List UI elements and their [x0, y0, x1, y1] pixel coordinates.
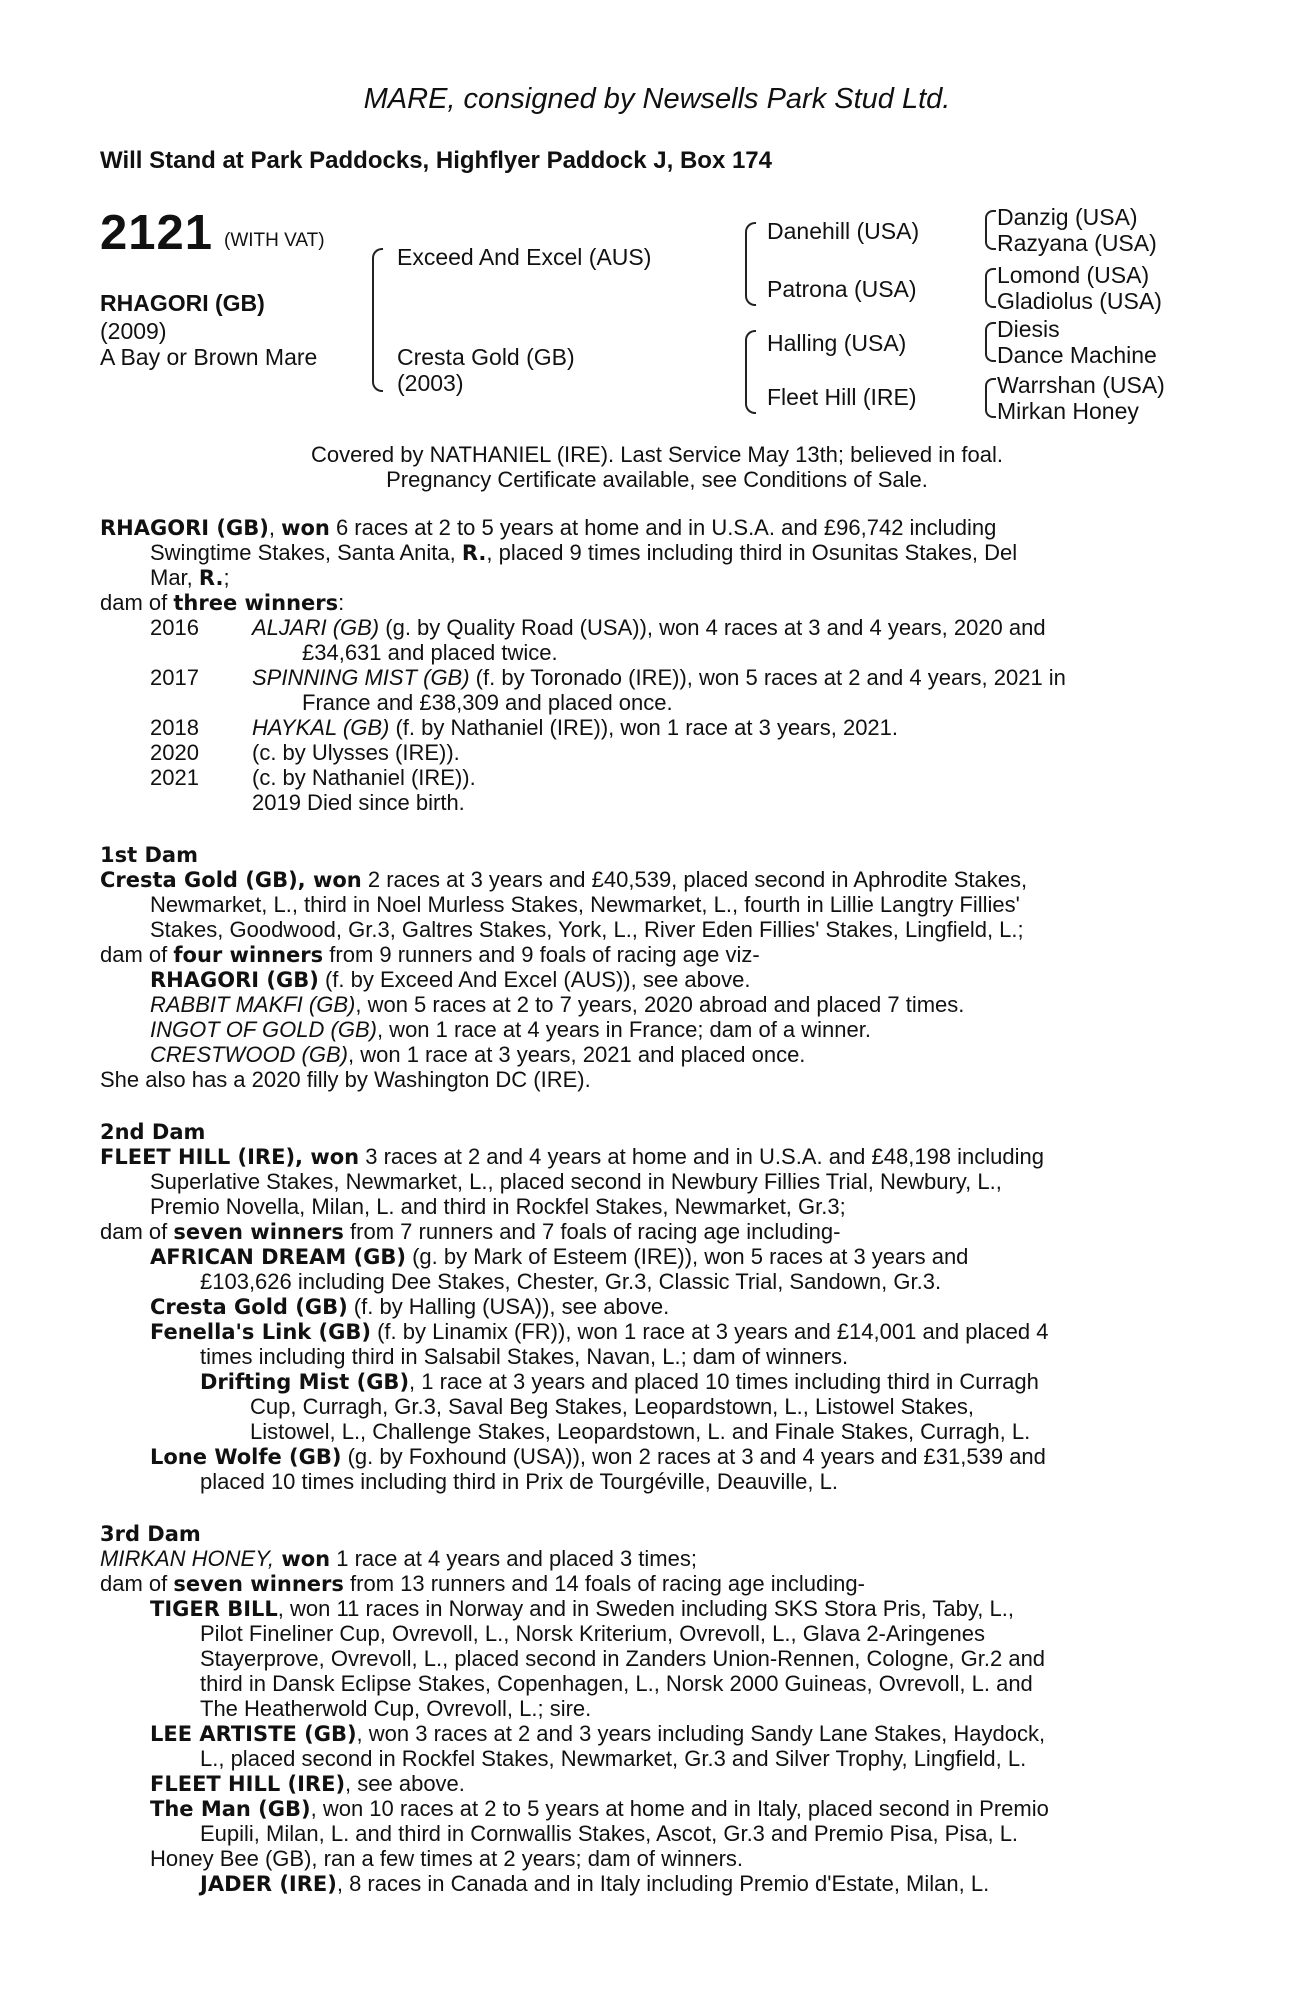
first-dam-runner-2-name: RABBIT MAKFI (GB) — [150, 992, 356, 1017]
produce-text-2016: (g. by Quality Road (USA)), won 4 races at 3 and 4 years, 2020 and — [379, 615, 1046, 640]
pedigree-brace-2a — [745, 222, 756, 306]
second-dam-name: FLEET HILL (IRE), won — [100, 1145, 360, 1169]
first-dam-runner-4-text: , won 1 race at 3 years, 2021 and placed once. — [348, 1042, 806, 1067]
first-dam-name: Cresta Gold (GB), won — [100, 868, 362, 892]
second-dam-line-2: Superlative Stakes, Newmarket, L., placed second in Newbury Fillies Trial, Newbury, L., — [150, 1169, 1002, 1194]
second-dam-l4a: dam of — [100, 1219, 174, 1244]
produce-name-2017: SPINNING MIST (GB) — [252, 665, 470, 690]
jader-text: , 8 races in Canada and in Italy including Premio d'Estate, Milan, L. — [336, 1871, 990, 1896]
lone-wolfe-line-1 — [150, 1444, 1046, 1470]
mare-text-1: 6 races at 2 to 5 years at home and in U.S.A. and £96,742 including — [329, 515, 997, 540]
ddd: Mirkan Honey — [997, 398, 1139, 424]
sdd: Gladiolus (USA) — [997, 288, 1162, 314]
mare-line-3 — [150, 565, 230, 591]
produce-2021: (c. by Nathaniel (IRE)). — [252, 765, 476, 790]
first-dam-heading: 1st Dam — [100, 843, 198, 867]
mare-text-2a: Swingtime Stakes, Santa Anita, — [150, 540, 462, 565]
second-dam-text-1: 3 races at 2 and 4 years at home and in U.S.A. and £48,198 including — [359, 1144, 1044, 1169]
produce-name-2016: ALJARI (GB) — [252, 615, 380, 640]
cresta-gold-name: Cresta Gold (GB) — [150, 1295, 348, 1319]
horse-name: RHAGORI (GB) — [100, 290, 265, 316]
first-dam-runner-1 — [150, 967, 750, 993]
third-dam-text-1: 1 race at 4 years and placed 3 times; — [330, 1546, 697, 1571]
fleet-hill-text: , see above. — [345, 1771, 465, 1796]
produce-2020: (c. by Ulysses (IRE)). — [252, 740, 460, 765]
produce-year-2020: 2020 — [150, 740, 199, 765]
produce-2017 — [252, 665, 1066, 691]
african-dream-line-1 — [150, 1244, 968, 1270]
lee-artiste-name: LEE ARTISTE (GB) — [150, 1722, 357, 1746]
the-man-line-2: Eupili, Milan, L. and third in Cornwallis Stakes, Ascot, Gr.3 and Premio Pisa, Pisa, L. — [200, 1821, 1019, 1846]
pedigree-brace-1 — [372, 248, 383, 392]
produce-cont-2017: France and £38,309 and placed once. — [302, 690, 673, 715]
second-dam-l4c: from 7 runners and 7 foals of racing age including- — [343, 1219, 841, 1244]
covered-line-2: Pregnancy Certificate available, see Conditions of Sale. — [386, 467, 928, 492]
mare-r2: R. — [198, 566, 224, 590]
produce-year-2017: 2017 — [150, 665, 199, 690]
third-dam-line-1 — [100, 1546, 697, 1572]
produce-2018 — [252, 715, 898, 741]
stand-location: Will Stand at Park Paddocks, Highflyer Paddock J, Box 174 — [100, 147, 772, 174]
first-dam-runner-4 — [150, 1042, 805, 1068]
first-dam-runner-3 — [150, 1017, 871, 1043]
fenellas-link-line-1 — [150, 1319, 1048, 1345]
cresta-gold-text: (f. by Halling (USA)), see above. — [347, 1294, 670, 1319]
pedigree-brace-3b — [985, 268, 996, 308]
mare-text-3b: ; — [223, 565, 230, 590]
lot-number: 2121 — [100, 206, 214, 260]
african-dream-text: (g. by Mark of Esteem (IRE)), won 5 races at 3 years and — [405, 1244, 969, 1269]
first-dam-runner-3-name: INGOT OF GOLD (GB) — [150, 1017, 377, 1042]
covered-line-1: Covered by NATHANIEL (IRE). Last Service May 13th; believed in foal. — [310, 442, 1004, 467]
horse-year: (2009) — [100, 318, 167, 344]
first-dam-runner-3-text: , won 1 race at 4 years in France; dam of a winner. — [376, 1017, 871, 1042]
tiger-bill-name: TIGER BILL — [150, 1597, 278, 1621]
second-dam-heading: 2nd Dam — [100, 1120, 206, 1144]
mare-dam-of-text: dam of — [100, 590, 174, 615]
third-dam-l2a: dam of — [100, 1571, 174, 1596]
dsd: Dance Machine — [997, 342, 1157, 368]
produce-text-2017: (f. by Toronado (IRE)), won 5 races at 2 and 4 years, 2021 in — [469, 665, 1066, 690]
tiger-bill-line-4: third in Dansk Eclipse Stakes, Copenhagen, L., Norsk 2000 Guineas, Ovrevoll, L. and — [200, 1671, 1033, 1696]
sire: Exceed And Excel (AUS) — [397, 244, 652, 270]
produce-2016 — [252, 615, 1046, 641]
lee-artiste-line-1 — [150, 1721, 1045, 1747]
dam-year: (2003) — [397, 370, 464, 396]
mare-text-2b: , placed 9 times including third in Osunitas Stakes, Del — [486, 540, 1018, 565]
first-dam-winners: four winners — [173, 943, 324, 967]
first-dam-line-2: Newmarket, L., third in Noel Murless Stakes, Newmarket, L., fourth in Lillie Langtry Fillies' — [150, 892, 1020, 917]
sss: Danzig (USA) — [997, 204, 1138, 230]
dss: Diesis — [997, 316, 1060, 342]
first-dam-line-4 — [100, 942, 760, 968]
second-dam-winners: seven winners — [173, 1220, 344, 1244]
the-man-line-1 — [150, 1796, 1049, 1822]
first-dam-line-1 — [100, 867, 1027, 893]
dam-sire: Halling (USA) — [767, 330, 907, 356]
horse-description: A Bay or Brown Mare — [100, 344, 318, 370]
lone-wolfe-text: (g. by Foxhound (USA)), won 2 races at 3 and 4 years and £31,539 and — [341, 1444, 1046, 1469]
produce-year-2021: 2021 — [150, 765, 199, 790]
produce-cont-2016: £34,631 and placed twice. — [302, 640, 558, 665]
mare-text-3a: Mar, — [150, 565, 199, 590]
produce-text-2018: (f. by Nathaniel (IRE)), won 1 race at 3 years, 2021. — [389, 715, 899, 740]
produce-died: 2019 Died since birth. — [252, 790, 465, 815]
mare-name: RHAGORI (GB) — [100, 516, 269, 540]
lone-wolfe-name: Lone Wolfe (GB) — [150, 1445, 342, 1469]
ssd: Razyana (USA) — [997, 230, 1157, 256]
consignment-title: MARE, consigned by Newsells Park Stud Ltd. — [363, 83, 951, 115]
jader-line — [200, 1871, 989, 1897]
drifting-mist-text: , 1 race at 3 years and placed 10 times including third in Curragh — [409, 1369, 1039, 1394]
dam: Cresta Gold (GB) — [397, 344, 575, 370]
lee-artiste-text: , won 3 races at 2 and 3 years including Sandy Lane Stakes, Haydock, — [356, 1721, 1046, 1746]
pedigree-brace-3d — [985, 378, 996, 418]
african-dream-line-2: £103,626 including Dee Stakes, Chester, Gr.3, Classic Trial, Sandown, Gr.3. — [200, 1269, 942, 1294]
third-dam-l2c: from 13 runners and 14 foals of racing age including- — [343, 1571, 865, 1596]
first-dam-line-5: She also has a 2020 filly by Washington DC (IRE). — [100, 1067, 591, 1092]
mare-line-2 — [150, 540, 1017, 566]
honey-bee-line: Honey Bee (GB), ran a few times at 2 years; dam of winners. — [150, 1846, 744, 1871]
pedigree-brace-2b — [745, 330, 756, 414]
the-man-text: , won 10 races at 2 to 5 years at home and in Italy, placed second in Premio — [310, 1796, 1049, 1821]
third-dam-winners: seven winners — [173, 1572, 344, 1596]
second-dam-line-4 — [100, 1219, 840, 1245]
fenellas-link-line-2: times including third in Salsabil Stakes, Navan, L.; dam of winners. — [200, 1344, 849, 1369]
tiger-bill-line-3: Stayerprove, Ovrevoll, L., placed second in Zanders Union-Rennen, Cologne, Gr.2 and — [200, 1646, 1046, 1671]
fleet-hill-name: FLEET HILL (IRE) — [150, 1772, 346, 1796]
african-dream-name: AFRICAN DREAM (GB) — [150, 1245, 406, 1269]
first-dam-line-3: Stakes, Goodwood, Gr.3, Galtres Stakes, York, L., River Eden Fillies' Stakes, Lingfield, L.; — [150, 917, 1024, 942]
fleet-hill-line — [150, 1771, 465, 1797]
mare-colon: : — [338, 590, 345, 615]
third-dam-name: MIRKAN HONEY, — [100, 1546, 275, 1571]
the-man-name: The Man (GB) — [150, 1797, 311, 1821]
first-dam-l4c: from 9 runners and 9 foals of racing age viz- — [323, 942, 760, 967]
mare-won: won — [281, 516, 330, 540]
fenellas-link-name: Fenella's Link (GB) — [150, 1320, 371, 1344]
lee-artiste-line-2: L., placed second in Rockfel Stakes, Newmarket, Gr.3 and Silver Trophy, Lingfield, L. — [200, 1746, 1027, 1771]
vat-label: (WITH VAT) — [224, 230, 325, 251]
first-dam-l4a: dam of — [100, 942, 174, 967]
produce-name-2018: HAYKAL (GB) — [252, 715, 390, 740]
dds: Warrshan (USA) — [997, 372, 1165, 398]
tiger-bill-text: , won 11 races in Norway and in Sweden including SKS Stora Pris, Taby, L., — [277, 1596, 1014, 1621]
drifting-mist-name: Drifting Mist (GB) — [200, 1370, 410, 1394]
first-dam-runner-2 — [150, 992, 964, 1018]
third-dam-won: won — [274, 1547, 331, 1571]
mare-dam-of — [100, 590, 344, 616]
second-dam-line-3: Premio Novella, Milan, L. and third in Rockfel Stakes, Newmarket, Gr.3; — [150, 1194, 846, 1219]
first-dam-runner-1-name: RHAGORI (GB) — [150, 968, 319, 992]
first-dam-runner-4-name: CRESTWOOD (GB) — [150, 1042, 348, 1067]
pedigree-brace-3a — [985, 210, 996, 250]
pedigree-brace-3c — [985, 322, 996, 362]
sire-sire: Danehill (USA) — [767, 218, 920, 244]
tiger-bill-line-1 — [150, 1596, 1014, 1622]
third-dam-heading: 3rd Dam — [100, 1522, 201, 1546]
first-dam-text-1: 2 races at 3 years and £40,539, placed second in Aphrodite Stakes, — [361, 867, 1028, 892]
tiger-bill-line-5: The Heatherwold Cup, Ovrevoll, L.; sire. — [200, 1696, 592, 1721]
third-dam-line-2 — [100, 1571, 865, 1597]
produce-year-2018: 2018 — [150, 715, 199, 740]
dam-dam: Fleet Hill (IRE) — [767, 384, 917, 410]
second-dam-line-1 — [100, 1144, 1044, 1170]
mare-r1: R. — [461, 541, 487, 565]
mare-winners: three winners — [173, 591, 339, 615]
tiger-bill-line-2: Pilot Fineliner Cup, Ovrevoll, L., Norsk Kriterium, Ovrevoll, L., Glava 2-Aringenes — [200, 1621, 985, 1646]
sire-dam: Patrona (USA) — [767, 276, 917, 302]
sds: Lomond (USA) — [997, 262, 1150, 288]
mare-line-1: RHAGORI (GB), won 6 races at 2 to 5 years at home and in U.S.A. and £96,742 including — [100, 515, 997, 540]
drifting-mist-line-2: Cup, Curragh, Gr.3, Saval Beg Stakes, Leopardstown, L., Listowel Stakes, — [250, 1394, 974, 1419]
jader-name: JADER (IRE) — [200, 1872, 337, 1896]
produce-year-2016: 2016 — [150, 615, 199, 640]
first-dam-runner-2-text: , won 5 races at 2 to 7 years, 2020 abroad and placed 7 times. — [355, 992, 965, 1017]
cresta-gold-line — [150, 1294, 669, 1320]
drifting-mist-line-1 — [200, 1369, 1039, 1395]
first-dam-runner-1-text: (f. by Exceed And Excel (AUS)), see above. — [318, 967, 751, 992]
lone-wolfe-line-2: placed 10 times including third in Prix de Tourgéville, Deauville, L. — [200, 1469, 838, 1494]
drifting-mist-line-3: Listowel, L., Challenge Stakes, Leopardstown, L. and Finale Stakes, Curragh, L. — [250, 1419, 1031, 1444]
fenellas-link-text: (f. by Linamix (FR)), won 1 race at 3 years and £14,001 and placed 4 — [370, 1319, 1049, 1344]
